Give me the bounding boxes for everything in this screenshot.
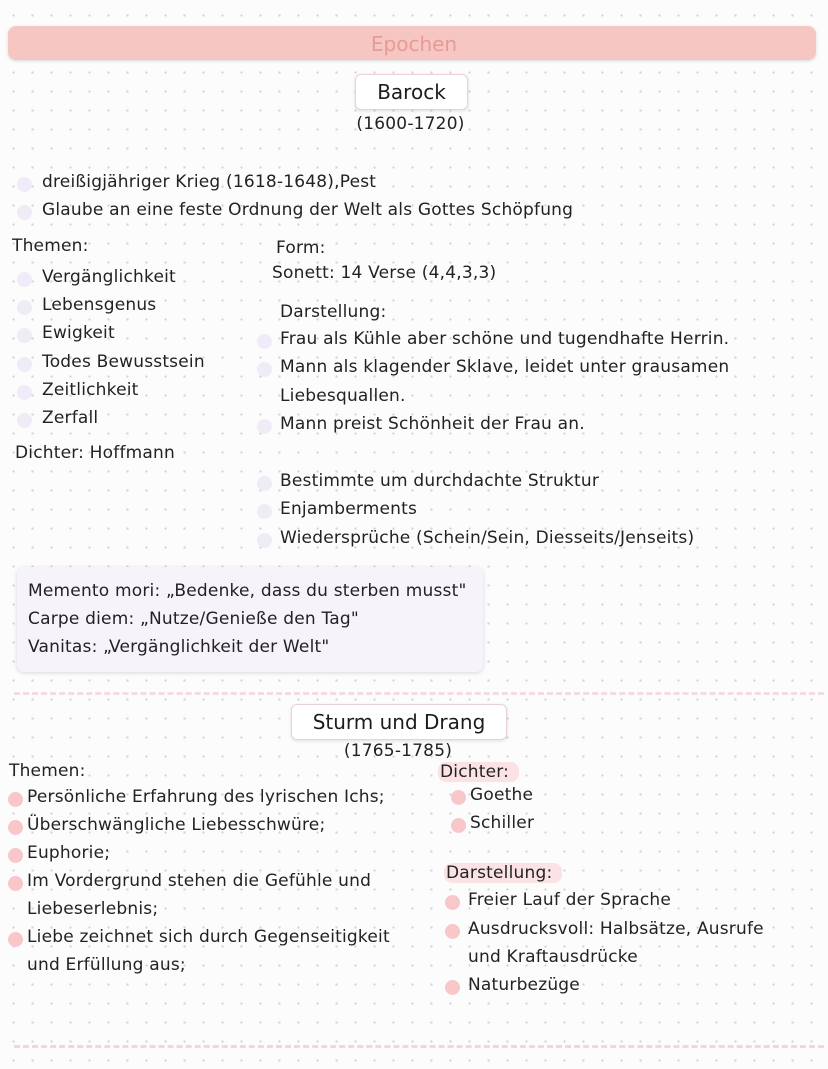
bullet-dot bbox=[17, 300, 32, 315]
bullet-dot bbox=[17, 205, 32, 220]
sturm-thema-7: und Erfüllung aus; bbox=[27, 955, 186, 975]
bullet-dot bbox=[451, 818, 466, 833]
bullet-dot bbox=[445, 924, 460, 939]
barock-darstellung-4: Mann preist Schönheit der Frau an. bbox=[280, 414, 585, 434]
bullet-dot bbox=[257, 334, 272, 349]
barock-thema-3: Ewigkeit bbox=[42, 323, 115, 343]
barock-thema-2: Lebensgenus bbox=[42, 295, 157, 315]
sturm-darstellung-4: Naturbezüge bbox=[468, 975, 580, 995]
section-divider bbox=[14, 692, 824, 695]
barock-note-1: Memento mori: „Bedenke, dass du sterben musst" bbox=[28, 581, 467, 601]
sturm-darstellung-1: Freier Lauf der Sprache bbox=[468, 890, 672, 910]
barock-darstellung-label: Darstellung: bbox=[280, 302, 387, 322]
barock-struktur-3: Wiedersprüche (Schein/Sein, Diesseits/Jenseits) bbox=[280, 528, 695, 548]
sturm-thema-1: Persönliche Erfahrung des lyrischen Ichs; bbox=[27, 787, 385, 807]
sturm-darstellung-label: Darstellung: bbox=[444, 863, 562, 883]
barock-struktur-2: Enjamberments bbox=[280, 499, 418, 519]
bullet-dot bbox=[17, 272, 32, 287]
bullet-dot bbox=[8, 792, 23, 807]
bullet-dot bbox=[17, 413, 32, 428]
bullet-dot bbox=[17, 385, 32, 400]
sturm-thema-6: Liebe zeichnet sich durch Gegenseitigkeit bbox=[27, 927, 390, 947]
sturm-dichter-2: Schiller bbox=[470, 813, 535, 833]
bullet-dot bbox=[8, 876, 23, 891]
sturm-dichter-label: Dichter: bbox=[438, 762, 519, 782]
barock-intro-1: dreißigjähriger Krieg (1618-1648),Pest bbox=[42, 172, 377, 192]
bullet-dot bbox=[257, 533, 272, 548]
barock-title: Barock bbox=[355, 74, 468, 110]
sturm-darstellung-2: Ausdrucksvoll: Halbsätze, Ausrufe bbox=[468, 919, 764, 939]
barock-struktur-1: Bestimmte um durchdachte Struktur bbox=[280, 471, 600, 491]
bullet-dot bbox=[17, 357, 32, 372]
bullet-dot bbox=[257, 504, 272, 519]
barock-darstellung-2: Mann als klagender Sklave, leidet unter grausamen bbox=[280, 357, 730, 377]
bullet-dot bbox=[445, 980, 460, 995]
barock-intro-2: Glaube an eine feste Ordnung der Welt als Gottes Schöpfung bbox=[42, 200, 574, 220]
section-divider bbox=[14, 1045, 824, 1048]
barock-note-3: Vanitas: „Vergänglichkeit der Welt" bbox=[28, 637, 330, 657]
sturm-thema-3: Euphorie; bbox=[27, 843, 111, 863]
sturm-darstellung-3: und Kraftausdrücke bbox=[468, 947, 638, 967]
sturm-thema-5: Liebeserlebnis; bbox=[27, 899, 159, 919]
barock-dichter: Dichter: Hoffmann bbox=[15, 443, 175, 463]
barock-darstellung-3: Liebesquallen. bbox=[280, 386, 406, 406]
barock-darstellung-1: Frau als Kühle aber schöne und tugendhafte Herrin. bbox=[280, 329, 730, 349]
sturm-years: (1765-1785) bbox=[343, 741, 453, 761]
barock-note-2: Carpe diem: „Nutze/Genieße den Tag" bbox=[28, 609, 359, 629]
bullet-dot bbox=[8, 932, 23, 947]
bullet-dot bbox=[257, 419, 272, 434]
bullet-dot bbox=[17, 328, 32, 343]
bullet-dot bbox=[17, 177, 32, 192]
bullet-dot bbox=[8, 820, 23, 835]
barock-form-label: Form: bbox=[276, 238, 326, 258]
bullet-dot bbox=[257, 362, 272, 377]
bullet-dot bbox=[451, 790, 466, 805]
sturm-title: Sturm und Drang bbox=[291, 704, 507, 740]
sturm-dichter-1: Goethe bbox=[470, 785, 534, 805]
page-title: Epochen bbox=[370, 32, 458, 56]
barock-thema-6: Zerfall bbox=[42, 408, 99, 428]
barock-years: (1600-1720) bbox=[356, 114, 465, 134]
bullet-dot bbox=[445, 895, 460, 910]
barock-thema-4: Todes Bewusstsein bbox=[42, 352, 205, 372]
barock-thema-5: Zeitlichkeit bbox=[42, 380, 139, 400]
barock-themen-label: Themen: bbox=[12, 236, 89, 256]
bullet-dot bbox=[8, 848, 23, 863]
barock-form: Sonett: 14 Verse (4,4,3,3) bbox=[272, 263, 497, 283]
sturm-thema-2: Überschwängliche Liebesschwüre; bbox=[27, 815, 326, 835]
barock-thema-1: Vergänglichkeit bbox=[42, 267, 176, 287]
sturm-themen-label: Themen: bbox=[9, 761, 86, 781]
bullet-dot bbox=[257, 476, 272, 491]
sturm-thema-4: Im Vordergrund stehen die Gefühle und bbox=[27, 871, 372, 891]
